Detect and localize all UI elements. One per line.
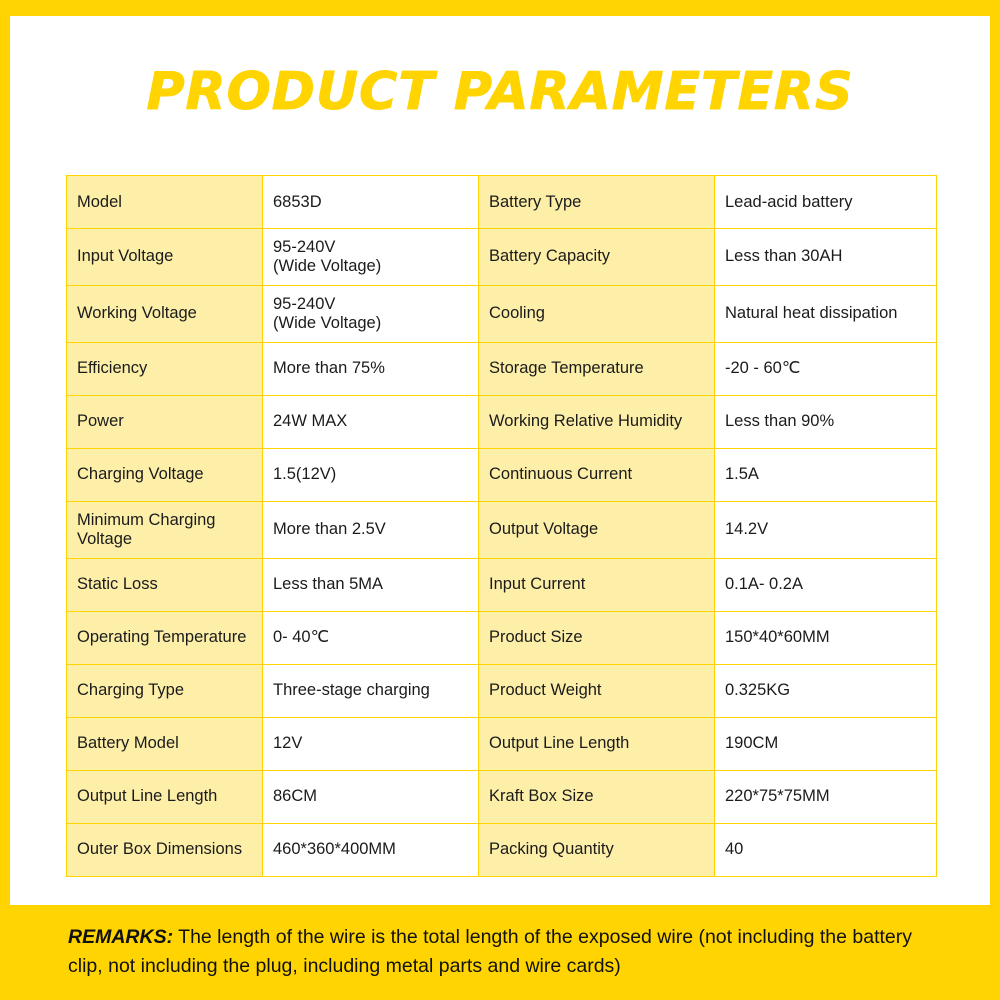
table-row [67, 342, 937, 395]
param-label-right: Input Current [479, 558, 715, 611]
param-label-right: Storage Temperature [479, 342, 715, 395]
param-value-right: 190CM [715, 717, 937, 770]
param-label-left: Outer Box Dimensions [67, 823, 263, 876]
table-row [67, 285, 937, 342]
top-accent-bar [0, 0, 1000, 16]
param-label-left: Output Line Length [67, 770, 263, 823]
param-label-left: Efficiency [67, 342, 263, 395]
table-row [67, 558, 937, 611]
remarks-banner [0, 905, 1000, 1000]
param-label-right: Battery Type [479, 176, 715, 229]
param-value-right: 220*75*75MM [715, 770, 937, 823]
param-label-left: Battery Model [67, 717, 263, 770]
param-label-right: Cooling [479, 285, 715, 342]
param-label-right: Product Size [479, 611, 715, 664]
table-row [67, 770, 937, 823]
param-value-right: 0.1A- 0.2A [715, 558, 937, 611]
param-value-left: 6853D [263, 176, 479, 229]
parameters-table [66, 175, 937, 877]
param-value-right: 40 [715, 823, 937, 876]
table-row [67, 501, 937, 558]
param-label-right: Product Weight [479, 664, 715, 717]
param-value-left: 12V [263, 717, 479, 770]
param-label-right: Packing Quantity [479, 823, 715, 876]
param-label-left: Input Voltage [67, 229, 263, 286]
param-label-left: Working Voltage [67, 285, 263, 342]
table-row [67, 823, 937, 876]
table-row [67, 176, 937, 229]
param-value-right: Less than 30AH [715, 229, 937, 286]
param-label-right: Working Relative Humidity [479, 395, 715, 448]
param-label-left: Static Loss [67, 558, 263, 611]
remarks-body: The length of the wire is the total length of the exposed wire (not including the battery clip, not including the plug, including metal parts and wire cards) [68, 926, 913, 977]
param-value-left: 95-240V (Wide Voltage) [263, 285, 479, 342]
param-label-right: Continuous Current [479, 448, 715, 501]
param-value-left: 86CM [263, 770, 479, 823]
param-label-left: Charging Type [67, 664, 263, 717]
param-value-left: 24W MAX [263, 395, 479, 448]
param-label-left: Model [67, 176, 263, 229]
param-label-left: Operating Temperature [67, 611, 263, 664]
table-row [67, 448, 937, 501]
param-label-left: Power [67, 395, 263, 448]
table-row [67, 664, 937, 717]
param-label-right: Battery Capacity [479, 229, 715, 286]
param-value-left: 460*360*400MM [263, 823, 479, 876]
table-row [67, 717, 937, 770]
param-label-left: Minimum Charging Voltage [67, 501, 263, 558]
param-value-right: 1.5A [715, 448, 937, 501]
param-label-left: Charging Voltage [67, 448, 263, 501]
param-label-right: Output Voltage [479, 501, 715, 558]
param-value-left: Less than 5MA [263, 558, 479, 611]
param-value-left: More than 2.5V [263, 501, 479, 558]
param-label-right: Output Line Length [479, 717, 715, 770]
param-value-right: -20 - 60℃ [715, 342, 937, 395]
parameters-table-body [67, 176, 937, 877]
param-value-left: 0- 40℃ [263, 611, 479, 664]
param-value-right: Less than 90% [715, 395, 937, 448]
param-value-left: More than 75% [263, 342, 479, 395]
param-value-right: 0.325KG [715, 664, 937, 717]
table-row [67, 229, 937, 286]
table-row [67, 611, 937, 664]
param-value-left: 1.5(12V) [263, 448, 479, 501]
param-value-right: Natural heat dissipation [715, 285, 937, 342]
remarks-label: REMARKS: [68, 926, 174, 949]
page-title: PRODUCT PARAMETERS [146, 62, 854, 122]
param-value-left: 95-240V (Wide Voltage) [263, 229, 479, 286]
remarks-text [68, 923, 942, 980]
param-value-right: Lead-acid battery [715, 176, 937, 229]
param-value-right: 14.2V [715, 501, 937, 558]
table-row [67, 395, 937, 448]
param-value-right: 150*40*60MM [715, 611, 937, 664]
param-label-right: Kraft Box Size [479, 770, 715, 823]
parameters-table-wrapper [66, 175, 936, 877]
param-value-left: Three-stage charging [263, 664, 479, 717]
